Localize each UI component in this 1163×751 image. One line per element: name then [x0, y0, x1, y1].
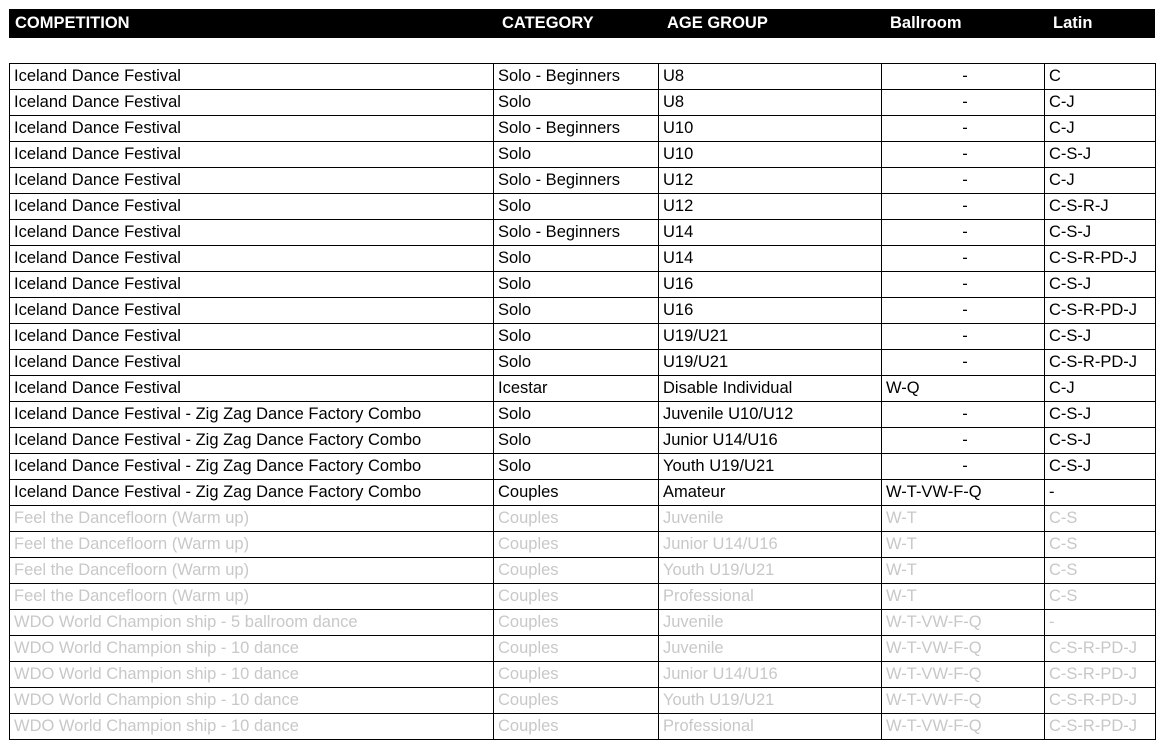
cell-category[interactable]: Couples — [494, 532, 659, 558]
table-row[interactable] — [10, 272, 1156, 298]
cell-competition[interactable]: Iceland Dance Festival — [10, 194, 494, 220]
cell-latin[interactable]: C-S-R-PD-J — [1045, 636, 1156, 662]
table-row[interactable] — [10, 506, 1156, 532]
cell-latin[interactable]: C-J — [1045, 116, 1156, 142]
cell-latin[interactable]: C-S-R-J — [1045, 194, 1156, 220]
cell-competition[interactable]: WDO World Champion ship - 5 ballroom dance — [10, 610, 494, 636]
header-category: CATEGORY — [502, 14, 594, 32]
cell-category[interactable]: Couples — [494, 610, 659, 636]
cell-ballroom[interactable]: - — [882, 402, 1045, 428]
cell-ballroom[interactable]: - — [882, 64, 1045, 90]
table-row[interactable] — [10, 142, 1156, 168]
cell-ballroom[interactable]: - — [882, 246, 1045, 272]
cell-category[interactable]: Couples — [494, 506, 659, 532]
table-body — [10, 64, 1156, 740]
cell-competition[interactable]: WDO World Champion ship - 10 dance — [10, 688, 494, 714]
table-row[interactable] — [10, 558, 1156, 584]
table-row[interactable] — [10, 714, 1156, 740]
cell-competition[interactable]: Iceland Dance Festival — [10, 272, 494, 298]
cell-age-group[interactable]: Youth U19/U21 — [659, 558, 882, 584]
cell-age-group[interactable]: U14 — [659, 220, 882, 246]
cell-age-group[interactable]: Juvenile U10/U12 — [659, 402, 882, 428]
cell-competition[interactable]: Iceland Dance Festival - Zig Zag Dance Factory Combo — [10, 402, 494, 428]
cell-latin[interactable]: C-J — [1045, 168, 1156, 194]
cell-ballroom[interactable]: - — [882, 324, 1045, 350]
cell-ballroom[interactable]: - — [882, 428, 1045, 454]
cell-category[interactable]: Solo - Beginners — [494, 168, 659, 194]
cell-age-group[interactable]: Juvenile — [659, 636, 882, 662]
cell-category[interactable]: Solo — [494, 272, 659, 298]
table-row[interactable] — [10, 662, 1156, 688]
cell-age-group[interactable]: U10 — [659, 142, 882, 168]
cell-latin[interactable]: C-J — [1045, 90, 1156, 116]
cell-age-group[interactable]: U8 — [659, 90, 882, 116]
cell-age-group[interactable]: Youth U19/U21 — [659, 688, 882, 714]
cell-latin[interactable]: C-S-J — [1045, 220, 1156, 246]
table-row[interactable] — [10, 376, 1156, 402]
cell-category[interactable]: Couples — [494, 662, 659, 688]
cell-age-group[interactable]: Junior U14/U16 — [659, 532, 882, 558]
cell-competition[interactable]: Iceland Dance Festival - Zig Zag Dance Factory Combo — [10, 480, 494, 506]
cell-latin[interactable]: C — [1045, 64, 1156, 90]
cell-latin[interactable]: C-S — [1045, 506, 1156, 532]
table-row[interactable] — [10, 90, 1156, 116]
table-row[interactable] — [10, 636, 1156, 662]
cell-competition[interactable]: WDO World Champion ship - 10 dance — [10, 636, 494, 662]
cell-competition[interactable]: Iceland Dance Festival — [10, 64, 494, 90]
table-row[interactable] — [10, 194, 1156, 220]
cell-ballroom[interactable]: W-T — [882, 558, 1045, 584]
header-age-group: AGE GROUP — [667, 14, 768, 32]
cell-latin[interactable]: C-S-J — [1045, 272, 1156, 298]
table-row[interactable] — [10, 350, 1156, 376]
cell-latin[interactable]: C-S-J — [1045, 428, 1156, 454]
cell-age-group[interactable]: U19/U21 — [659, 350, 882, 376]
cell-ballroom[interactable]: - — [882, 298, 1045, 324]
cell-competition[interactable]: Feel the Dancefloorn (Warm up) — [10, 506, 494, 532]
cell-competition[interactable]: Iceland Dance Festival — [10, 116, 494, 142]
cell-competition[interactable]: Iceland Dance Festival — [10, 324, 494, 350]
cell-latin[interactable]: C-S-J — [1045, 454, 1156, 480]
cell-category[interactable]: Couples — [494, 584, 659, 610]
cell-category[interactable]: Solo — [494, 350, 659, 376]
cell-ballroom[interactable]: - — [882, 220, 1045, 246]
cell-ballroom[interactable]: W-T — [882, 506, 1045, 532]
cell-latin[interactable]: C-S-R-PD-J — [1045, 662, 1156, 688]
cell-ballroom[interactable]: - — [882, 142, 1045, 168]
cell-category[interactable]: Solo — [494, 246, 659, 272]
cell-ballroom[interactable]: - — [882, 168, 1045, 194]
cell-age-group[interactable]: Juvenile — [659, 506, 882, 532]
cell-category[interactable]: Solo - Beginners — [494, 116, 659, 142]
cell-age-group[interactable]: U16 — [659, 272, 882, 298]
cell-category[interactable]: Solo — [494, 402, 659, 428]
cell-ballroom[interactable]: W-T — [882, 584, 1045, 610]
table-row[interactable] — [10, 220, 1156, 246]
cell-category[interactable]: Solo — [494, 428, 659, 454]
cell-competition[interactable]: WDO World Champion ship - 10 dance — [10, 662, 494, 688]
table-row[interactable] — [10, 324, 1156, 350]
cell-age-group[interactable]: U14 — [659, 246, 882, 272]
cell-competition[interactable]: Iceland Dance Festival — [10, 246, 494, 272]
cell-ballroom[interactable]: - — [882, 116, 1045, 142]
table-row[interactable] — [10, 64, 1156, 90]
cell-competition[interactable]: WDO World Champion ship - 10 dance — [10, 714, 494, 740]
cell-latin[interactable]: C-S — [1045, 558, 1156, 584]
cell-age-group[interactable]: Junior U14/U16 — [659, 428, 882, 454]
cell-category[interactable]: Couples — [494, 558, 659, 584]
cell-ballroom[interactable]: W-T-VW-F-Q — [882, 688, 1045, 714]
cell-age-group[interactable]: Professional — [659, 584, 882, 610]
cell-category[interactable]: Couples — [494, 714, 659, 740]
cell-ballroom[interactable]: W-T-VW-F-Q — [882, 636, 1045, 662]
table-row[interactable] — [10, 532, 1156, 558]
cell-latin[interactable]: - — [1045, 480, 1156, 506]
cell-competition[interactable]: Iceland Dance Festival — [10, 220, 494, 246]
header-ballroom: Ballroom — [890, 14, 962, 32]
cell-latin[interactable]: C-S-J — [1045, 142, 1156, 168]
cell-age-group[interactable]: U12 — [659, 194, 882, 220]
cell-latin[interactable]: C-S-R-PD-J — [1045, 298, 1156, 324]
header-row — [9, 9, 1155, 38]
table-row[interactable] — [10, 402, 1156, 428]
cell-category[interactable]: Solo - Beginners — [494, 64, 659, 90]
table-row[interactable] — [10, 428, 1156, 454]
header-competition: COMPETITION — [15, 14, 130, 32]
table-row[interactable] — [10, 584, 1156, 610]
cell-ballroom[interactable]: W-T — [882, 532, 1045, 558]
cell-ballroom[interactable]: W-T-VW-F-Q — [882, 480, 1045, 506]
cell-ballroom[interactable]: - — [882, 194, 1045, 220]
cell-category[interactable]: Couples — [494, 636, 659, 662]
cell-ballroom[interactable]: W-T-VW-F-Q — [882, 662, 1045, 688]
cell-competition[interactable]: Iceland Dance Festival — [10, 376, 494, 402]
cell-age-group[interactable]: Juvenile — [659, 610, 882, 636]
cell-age-group[interactable]: Professional — [659, 714, 882, 740]
cell-age-group[interactable]: Disable Individual — [659, 376, 882, 402]
cell-category[interactable]: Solo — [494, 324, 659, 350]
cell-competition[interactable]: Feel the Dancefloorn (Warm up) — [10, 532, 494, 558]
cell-latin[interactable]: C-S-R-PD-J — [1045, 714, 1156, 740]
cell-category[interactable]: Solo — [494, 142, 659, 168]
cell-latin[interactable]: C-S-J — [1045, 324, 1156, 350]
cell-age-group[interactable]: U10 — [659, 116, 882, 142]
cell-ballroom[interactable]: - — [882, 350, 1045, 376]
cell-category[interactable]: Solo — [494, 298, 659, 324]
table-row[interactable] — [10, 246, 1156, 272]
cell-latin[interactable]: C-S — [1045, 532, 1156, 558]
cell-ballroom[interactable]: - — [882, 90, 1045, 116]
cell-age-group[interactable]: U19/U21 — [659, 324, 882, 350]
cell-competition[interactable]: Iceland Dance Festival - Zig Zag Dance Factory Combo — [10, 454, 494, 480]
cell-competition[interactable]: Feel the Dancefloorn (Warm up) — [10, 584, 494, 610]
cell-competition[interactable]: Iceland Dance Festival — [10, 350, 494, 376]
spreadsheet — [9, 9, 1155, 740]
cell-category[interactable]: Icestar — [494, 376, 659, 402]
cell-competition[interactable]: Iceland Dance Festival — [10, 298, 494, 324]
cell-latin[interactable]: C-S-R-PD-J — [1045, 246, 1156, 272]
table-row[interactable] — [10, 688, 1156, 714]
cell-age-group[interactable]: Junior U14/U16 — [659, 662, 882, 688]
cell-ballroom[interactable]: - — [882, 272, 1045, 298]
cell-category[interactable]: Solo — [494, 90, 659, 116]
header-latin: Latin — [1053, 14, 1093, 32]
cell-ballroom[interactable]: W-Q — [882, 376, 1045, 402]
cell-latin[interactable]: C-S-R-PD-J — [1045, 688, 1156, 714]
cell-latin[interactable]: C-S-J — [1045, 402, 1156, 428]
cell-category[interactable]: Solo - Beginners — [494, 220, 659, 246]
cell-category[interactable]: Solo — [494, 454, 659, 480]
cell-ballroom[interactable]: W-T-VW-F-Q — [882, 610, 1045, 636]
cell-category[interactable]: Solo — [494, 194, 659, 220]
cell-ballroom[interactable]: W-T-VW-F-Q — [882, 714, 1045, 740]
cell-competition[interactable]: Feel the Dancefloorn (Warm up) — [10, 558, 494, 584]
cell-competition[interactable]: Iceland Dance Festival — [10, 90, 494, 116]
cell-competition[interactable]: Iceland Dance Festival — [10, 168, 494, 194]
cell-latin[interactable]: - — [1045, 610, 1156, 636]
cell-ballroom[interactable]: - — [882, 454, 1045, 480]
cell-latin[interactable]: C-S-R-PD-J — [1045, 350, 1156, 376]
header-spacer — [9, 38, 1155, 63]
table-row[interactable] — [10, 168, 1156, 194]
cell-competition[interactable]: Iceland Dance Festival - Zig Zag Dance Factory Combo — [10, 428, 494, 454]
table-row[interactable] — [10, 480, 1156, 506]
cell-age-group[interactable]: Amateur — [659, 480, 882, 506]
cell-age-group[interactable]: Youth U19/U21 — [659, 454, 882, 480]
table-row[interactable] — [10, 610, 1156, 636]
cell-age-group[interactable]: U8 — [659, 64, 882, 90]
cell-age-group[interactable]: U12 — [659, 168, 882, 194]
table-row[interactable] — [10, 116, 1156, 142]
cell-latin[interactable]: C-S — [1045, 584, 1156, 610]
cell-category[interactable]: Couples — [494, 688, 659, 714]
cell-age-group[interactable]: U16 — [659, 298, 882, 324]
table-row[interactable] — [10, 298, 1156, 324]
cell-competition[interactable]: Iceland Dance Festival — [10, 142, 494, 168]
table-row[interactable] — [10, 454, 1156, 480]
competition-table — [9, 63, 1156, 740]
cell-latin[interactable]: C-J — [1045, 376, 1156, 402]
cell-category[interactable]: Couples — [494, 480, 659, 506]
